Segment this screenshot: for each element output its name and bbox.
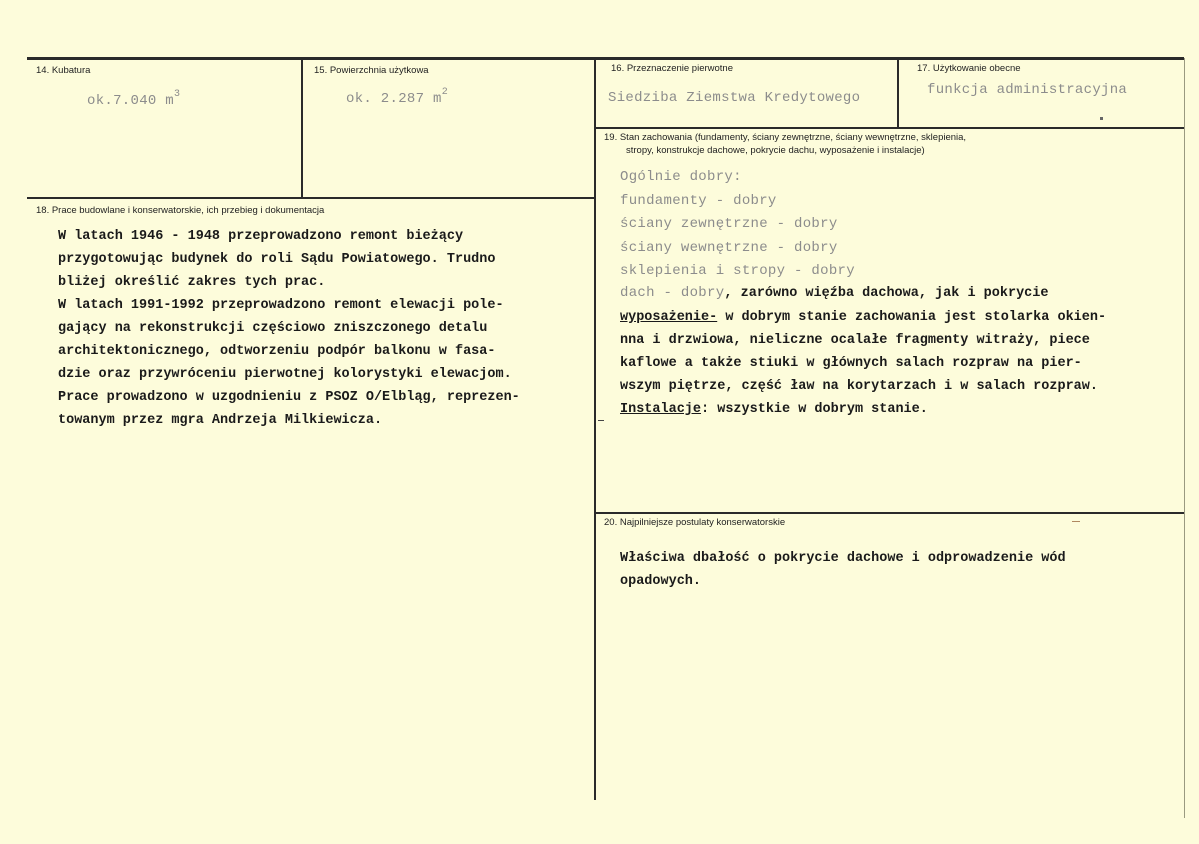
divider-15-16 <box>594 58 596 800</box>
wyposazenie-label: wyposażenie- <box>620 310 718 325</box>
text-line: dzie oraz przywróceniu pierwotnej kolorystyki elewacjom. <box>58 367 512 382</box>
text-line: W latach 1946 - 1948 przeprowadzono remont bieżący <box>58 229 464 244</box>
tick-mark <box>1100 117 1103 120</box>
divider-16-17 <box>897 58 899 128</box>
text-line: Właściwa dbałość o pokrycie dachowe i odprowadzenie wód <box>620 551 1066 566</box>
condition-line: Ogólnie dobry: <box>620 169 742 185</box>
text-line: gający na rekonstrukcji częściowo zniszczonego detalu <box>58 321 488 336</box>
instalacje-text: : wszystkie w dobrym stanie. <box>701 402 928 417</box>
text-line: W latach 1991-1992 przeprowadzono remont elewacji pole- <box>58 298 504 313</box>
field-19-text <box>620 306 1106 421</box>
field-19-label-line-1: 19. Stan zachowania (fundamenty, ściany zewnętrzne, ściany wewnętrzne, sklepienia, <box>604 132 967 143</box>
field-15-label: 15. Powierzchnia użytkowa <box>314 65 429 76</box>
text-line: bliżej określić zakres tych prac. <box>58 275 326 290</box>
dach-label: dach - dobry <box>620 285 725 301</box>
divider-row-18 <box>27 197 595 199</box>
wyposazenie-line <box>620 306 1106 329</box>
text-line: Prace prowadzono w uzgodnieniu z PSOZ O/Elbląg, reprezen- <box>58 390 520 405</box>
tick-mark <box>1072 521 1080 522</box>
field-15-value <box>346 87 449 107</box>
instalacje-line <box>620 398 1106 421</box>
condition-line: ściany zewnętrzne - dobry <box>620 216 838 232</box>
condition-line: ściany wewnętrzne - dobry <box>620 239 838 256</box>
field-19-label-line-2: stropy, konstrukcje dachowe, pokrycie dachu, wyposażenie i instalacje) <box>626 145 925 156</box>
text-line: kaflowe a także stiuki w głównych salach rozpraw na pier- <box>620 356 1082 371</box>
divider-row-20 <box>595 512 1185 514</box>
condition-line: fundamenty - dobry <box>620 192 777 209</box>
field-17-value: funkcja administracyjna <box>927 82 1128 98</box>
wyposazenie-text: w dobrym stanie zachowania jest stolarka okien- <box>717 310 1107 325</box>
dach-line <box>620 281 1048 305</box>
field-14-label: 14. Kubatura <box>36 65 91 76</box>
text-line: opadowych. <box>620 574 702 589</box>
text-line: architektonicznego, odtworzeniu podpór balkonu w fasa- <box>58 344 496 359</box>
dach-text: , zarówno więźba dachowa, jak i pokrycie <box>724 286 1049 301</box>
divider-row-19 <box>595 127 1185 129</box>
field-18-label: 18. Prace budowlane i konserwatorskie, ich przebieg i dokumentacja <box>36 205 325 216</box>
field-20-text <box>620 547 1066 593</box>
text-line: wszym piętrze, część ław na korytarzach i w salach rozpraw. <box>620 379 1098 394</box>
instalacje-label: Instalacje <box>620 402 702 417</box>
text-line: przygotowując budynek do roli Sądu Powiatowego. Trudno <box>58 252 496 267</box>
top-border <box>27 57 1184 60</box>
right-edge <box>1184 58 1185 818</box>
field-18-text <box>58 225 520 432</box>
field-19-faint-text <box>620 166 855 284</box>
divider-14-15 <box>301 58 303 199</box>
area-value: ok. 2.287 m <box>346 91 442 107</box>
field-16-label: 16. Przeznaczenie pierwotne <box>611 63 733 74</box>
field-16-value: Siedziba Ziemstwa Kredytowego <box>608 90 861 106</box>
text-line: nna i drzwiowa, nieliczne ocalałe fragmenty witraży, piece <box>620 333 1090 348</box>
field-14-value <box>87 89 181 109</box>
kubatura-value: ok.7.040 m <box>87 93 175 109</box>
area-unit-exponent: 2 <box>441 87 449 98</box>
kubatura-unit-exponent: 3 <box>174 89 181 100</box>
edge-tick <box>598 420 604 421</box>
text-line: towanym przez mgra Andrzeja Milkiewicza. <box>58 413 383 428</box>
condition-line: sklepienia i stropy - dobry <box>620 263 855 279</box>
field-17-label: 17. Użytkowanie obecne <box>917 63 1021 74</box>
field-20-label: 20. Najpilniejsze postulaty konserwatorskie <box>604 517 786 528</box>
